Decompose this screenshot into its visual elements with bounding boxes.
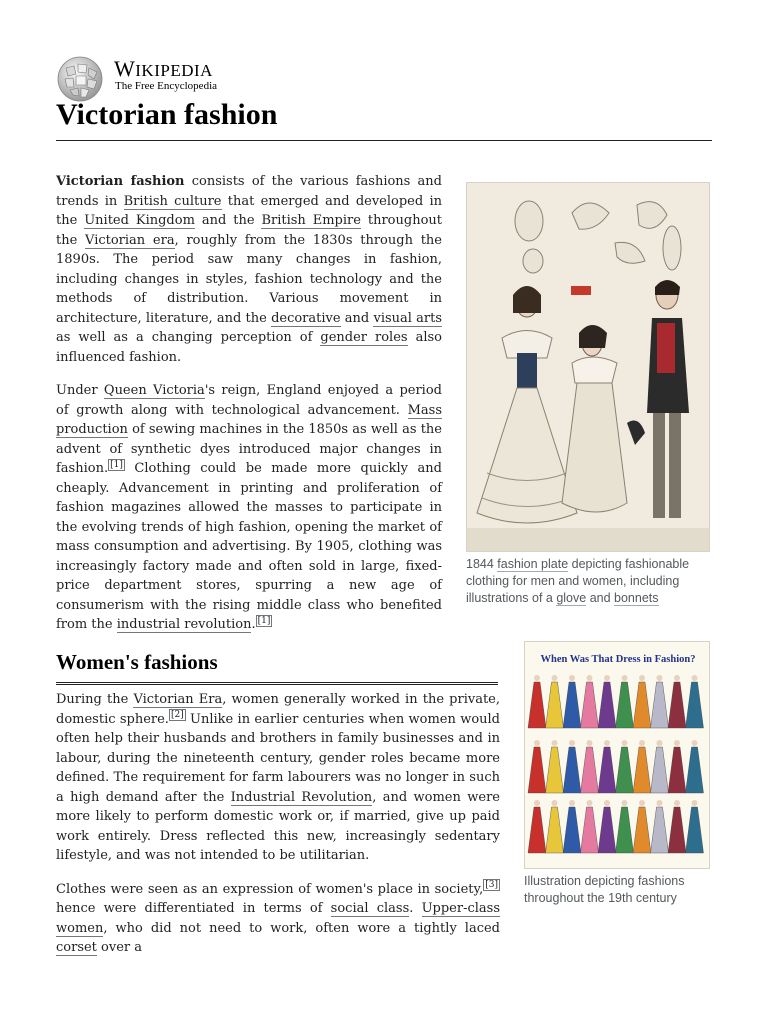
dress-figure-head <box>534 800 540 806</box>
dress-figure-head <box>622 740 628 746</box>
article-subject-bold: Victorian fashion <box>56 174 185 189</box>
dress-figure-head <box>622 675 628 681</box>
dress-figure-head <box>674 800 680 806</box>
figure-fashion-timeline <box>524 641 710 907</box>
dress-figure-head <box>552 800 558 806</box>
link-mass-production[interactable]: Mass production <box>56 402 442 437</box>
dress-figure-head <box>604 800 610 806</box>
dress-figure-head <box>534 675 540 681</box>
womens-paragraph-1: During the Victorian Era, women generally worked in the private, domestic sphere. [2] Unlike in earlier centuries when women would often help their husbands and brothers in family businesses and in labour, during the nineteenth century, gender roles became more defined. The requirement for farm labourers was no longer in such a high demand after the Industrial Revolution, and women were more likely to perform domestic work or, if married, give up paid work entirely. Dress reflected this new, increasingly sedentary lifestyle, and was not intended to be utilitarian. <box>56 692 501 863</box>
link-upper-class-women[interactable]: Upper-class women <box>56 901 501 936</box>
link-victorian-era-2[interactable]: Victorian Era <box>133 692 223 707</box>
dress-figure-head <box>552 740 558 746</box>
reference-link-3[interactable]: [3] <box>485 880 498 891</box>
link-industrial-revolution-2[interactable]: Industrial Revolution <box>230 789 373 805</box>
fashion-plate-caption: 1844 fashion plate depicting fashionable clothing for men and women, including illustrations of a glove and bonnets <box>466 557 690 605</box>
womens-fashions-section <box>56 690 500 972</box>
intro-paragraph-2: Under Queen Victoria's reign, England enjoyed a period of growth along with technological advancement. Mass production of sewing machines in the 1850s as well as the advent of synthetic dyes introduced major changes in fashion. [1] Clothing could be made more quickly and cheaply. Advancement in printing and proliferation of fashion magazines allowed the masses to participate in the evolving trends of high fashion, opening the market of mass consumption and advertising. By 1905, clothing was increasingly factory made and often sold in large, fixed-price department stores, spurring a new age of consumerism with the rising middle class who benefited from the industrial revolution. [1] <box>56 383 442 632</box>
poster-title: When Was That Dress in Fashion? <box>540 654 696 665</box>
reference-link-2[interactable]: [2] <box>170 710 184 721</box>
link-united-kingdom[interactable]: United Kingdom <box>84 213 195 228</box>
fashion-plate-image[interactable] <box>466 182 710 552</box>
link-glove[interactable]: glove <box>556 591 587 605</box>
dress-figure-head <box>692 675 698 681</box>
wikipedia-wordmark: WIKIPEDIA <box>114 56 213 81</box>
link-gender-roles[interactable]: gender roles <box>320 330 408 345</box>
link-bonnets[interactable]: bonnets <box>614 591 659 605</box>
wikipedia-header[interactable] <box>56 54 356 94</box>
reference-link-1b[interactable]: [1] <box>257 615 271 626</box>
link-british-culture[interactable]: British culture <box>123 193 222 209</box>
section-heading-womens-fashions: Women's fashions <box>56 648 498 685</box>
link-visual-arts[interactable]: visual arts <box>373 310 443 326</box>
dress-figure-head <box>587 800 593 806</box>
dress-figure-head <box>639 675 645 681</box>
fashion-timeline-caption: Illustration depicting fashions throughout the 19th century <box>524 874 685 905</box>
dress-figure-head <box>622 800 628 806</box>
dress-figure-head <box>587 675 593 681</box>
dress-figure-head <box>639 800 645 806</box>
link-decorative[interactable]: decorative <box>271 310 341 326</box>
dress-figure-head <box>657 675 663 681</box>
dress-figure-head <box>569 675 575 681</box>
dress-figure-head <box>604 675 610 681</box>
dress-figure-head <box>657 800 663 806</box>
reference-link-1[interactable]: [1] <box>110 459 123 470</box>
link-corset[interactable]: corset <box>56 940 97 955</box>
link-social-class[interactable]: social class <box>330 901 410 916</box>
intro-paragraph-1: Victorian fashion consists of the various fashions and trends in British culture that emerged and developed in the United Kingdom and the British Empire throughout the Victorian era, roughly from the 1830s through the 1890s. The period saw many changes in fashion, including changes in styles, fashion technology and the methods of distribution. Various movement in architecture, literature, and the decorative and visual arts as well as a changing perception of gender roles also influenced fashion. <box>56 174 443 365</box>
dress-figure-head <box>674 740 680 746</box>
link-british-empire[interactable]: British Empire <box>261 213 361 228</box>
womens-paragraph-2: Clothes were seen as an expression of women's place in society, [3] hence were differentiated in terms of social class. Upper-class women, who did not need to work, often wore a tightly laced corset over a <box>56 880 501 955</box>
dress-figure-head <box>534 740 540 746</box>
link-industrial-revolution[interactable]: industrial revolution <box>116 617 252 632</box>
dress-figure-head <box>674 675 680 681</box>
page-title: Victorian fashion <box>56 96 712 141</box>
dress-figure-head <box>552 675 558 681</box>
wikipedia-tagline: The Free Encyclopedia <box>115 80 218 92</box>
link-victorian-era[interactable]: Victorian era <box>85 232 175 248</box>
dress-figure-head <box>604 740 610 746</box>
link-queen-victoria[interactable]: Queen Victoria <box>103 383 205 398</box>
fashion-timeline-image[interactable] <box>524 641 710 869</box>
dress-figure-head <box>639 740 645 746</box>
link-fashion-plate[interactable]: fashion plate <box>497 557 569 571</box>
dress-figure-head <box>692 800 698 806</box>
dress-figure-head <box>587 740 593 746</box>
dress-figure-head <box>657 740 663 746</box>
dress-figure-head <box>569 800 575 806</box>
intro-section <box>56 172 442 649</box>
dress-figure-head <box>692 740 698 746</box>
dress-figure-head <box>569 740 575 746</box>
figure-fashion-plate <box>466 182 710 607</box>
